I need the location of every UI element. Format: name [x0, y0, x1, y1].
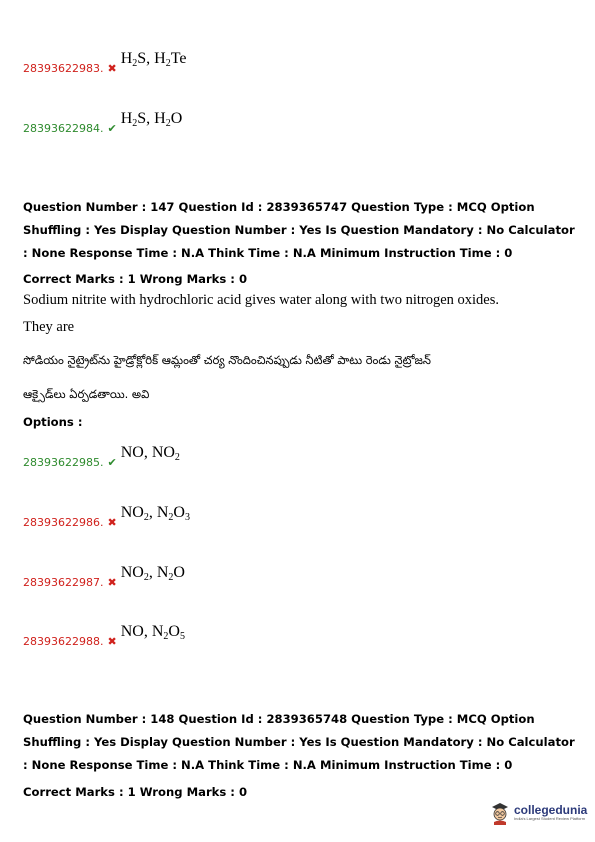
question-text-line: They are	[23, 319, 75, 335]
question-text-telugu: ఆక్సైడ్‌లు ఏర్పడతాయి. అవి	[23, 387, 150, 401]
formula-text: S, H	[137, 50, 166, 67]
formula-subscript: 2	[165, 118, 171, 129]
option-row	[23, 625, 185, 648]
option-formula	[121, 110, 183, 133]
question-text-line: Sodium nitrite with hydrochloric acid gives water along with two nitrogen oxides.	[23, 292, 499, 308]
formula-text: Te	[170, 50, 187, 67]
option-id: 28393622985.	[23, 456, 104, 469]
question-marks: Correct Marks : 1 Wrong Marks : 0	[23, 785, 248, 799]
option-row	[23, 566, 185, 589]
option-row	[23, 506, 190, 529]
formula-text: NO	[120, 564, 144, 581]
question-marks: Correct Marks : 1 Wrong Marks : 0	[23, 272, 248, 286]
option-id: 28393622986.	[23, 516, 104, 529]
question-meta: Question Number : 147 Question Id : 2839365747 Question Type : MCQ Option Shuffling : Yes Display Question Number : Yes Is Question Mandatory : No Calculator : None Response Time : N.A Think Time : N.A Minimum Instruction Time : 0	[23, 200, 575, 260]
option-id: 28393622983.	[23, 62, 104, 75]
option-row	[23, 52, 186, 75]
formula-text: O	[168, 623, 180, 640]
question-text-telugu: సోడియం నైట్రైట్‌ను హైడ్రోక్లోరిక్ ఆమ్లంతో చర్య నొందించినప్పుడు నీటితో పాటు రెండు నైట్రోజన్	[23, 353, 432, 367]
student-mascot-icon	[489, 801, 511, 825]
logo-tagline: India's Largest Student Review Platform	[514, 816, 586, 821]
formula-text: O	[170, 110, 183, 127]
question-meta: Question Number : 148 Question Id : 2839365748 Question Type : MCQ Option Shuffling : Yes Display Question Number : Yes Is Question Mandatory : No Calculator : None Response Time : N.A Think Time : N.A Minimum Instruction Time : 0	[23, 712, 575, 772]
logo-name: collegedunia	[514, 803, 588, 817]
formula-text: NO	[120, 504, 144, 521]
option-id: 28393622988.	[23, 635, 104, 648]
wrong-mark-icon: ✖	[107, 576, 117, 589]
formula-subscript: 2	[132, 58, 138, 69]
correct-check-icon: ✔	[107, 122, 117, 135]
option-row	[23, 446, 180, 469]
wrong-mark-icon: ✖	[107, 62, 117, 75]
formula-text: NO, NO	[120, 444, 175, 461]
option-formula	[121, 504, 190, 527]
formula-text: H	[120, 110, 133, 127]
formula-text: , N	[148, 564, 169, 581]
formula-subscript: 2	[174, 452, 180, 463]
formula-subscript: 2	[168, 512, 174, 523]
wrong-mark-icon: ✖	[107, 635, 117, 648]
option-row	[23, 112, 182, 135]
collegedunia-logo	[489, 801, 587, 825]
formula-text: H	[120, 50, 133, 67]
correct-check-icon: ✔	[107, 456, 117, 469]
option-formula	[121, 623, 185, 646]
wrong-mark-icon: ✖	[107, 516, 117, 529]
formula-subscript: 5	[179, 631, 185, 642]
formula-subscript: 2	[163, 631, 169, 642]
formula-subscript: 2	[143, 572, 149, 583]
option-id: 28393622987.	[23, 576, 104, 589]
options-label: Options :	[23, 415, 83, 429]
formula-text: S, H	[137, 110, 166, 127]
formula-text: NO, N	[120, 623, 164, 640]
formula-subscript: 3	[184, 512, 190, 523]
formula-subscript: 2	[143, 512, 149, 523]
option-id: 28393622984.	[23, 122, 104, 135]
formula-text: O	[173, 504, 185, 521]
option-formula	[121, 564, 185, 587]
formula-text: O	[173, 564, 185, 581]
formula-text: , N	[148, 504, 169, 521]
option-formula	[121, 50, 187, 73]
formula-subscript: 2	[132, 118, 138, 129]
formula-subscript: 2	[168, 572, 174, 583]
option-formula	[121, 444, 180, 467]
formula-subscript: 2	[165, 58, 171, 69]
